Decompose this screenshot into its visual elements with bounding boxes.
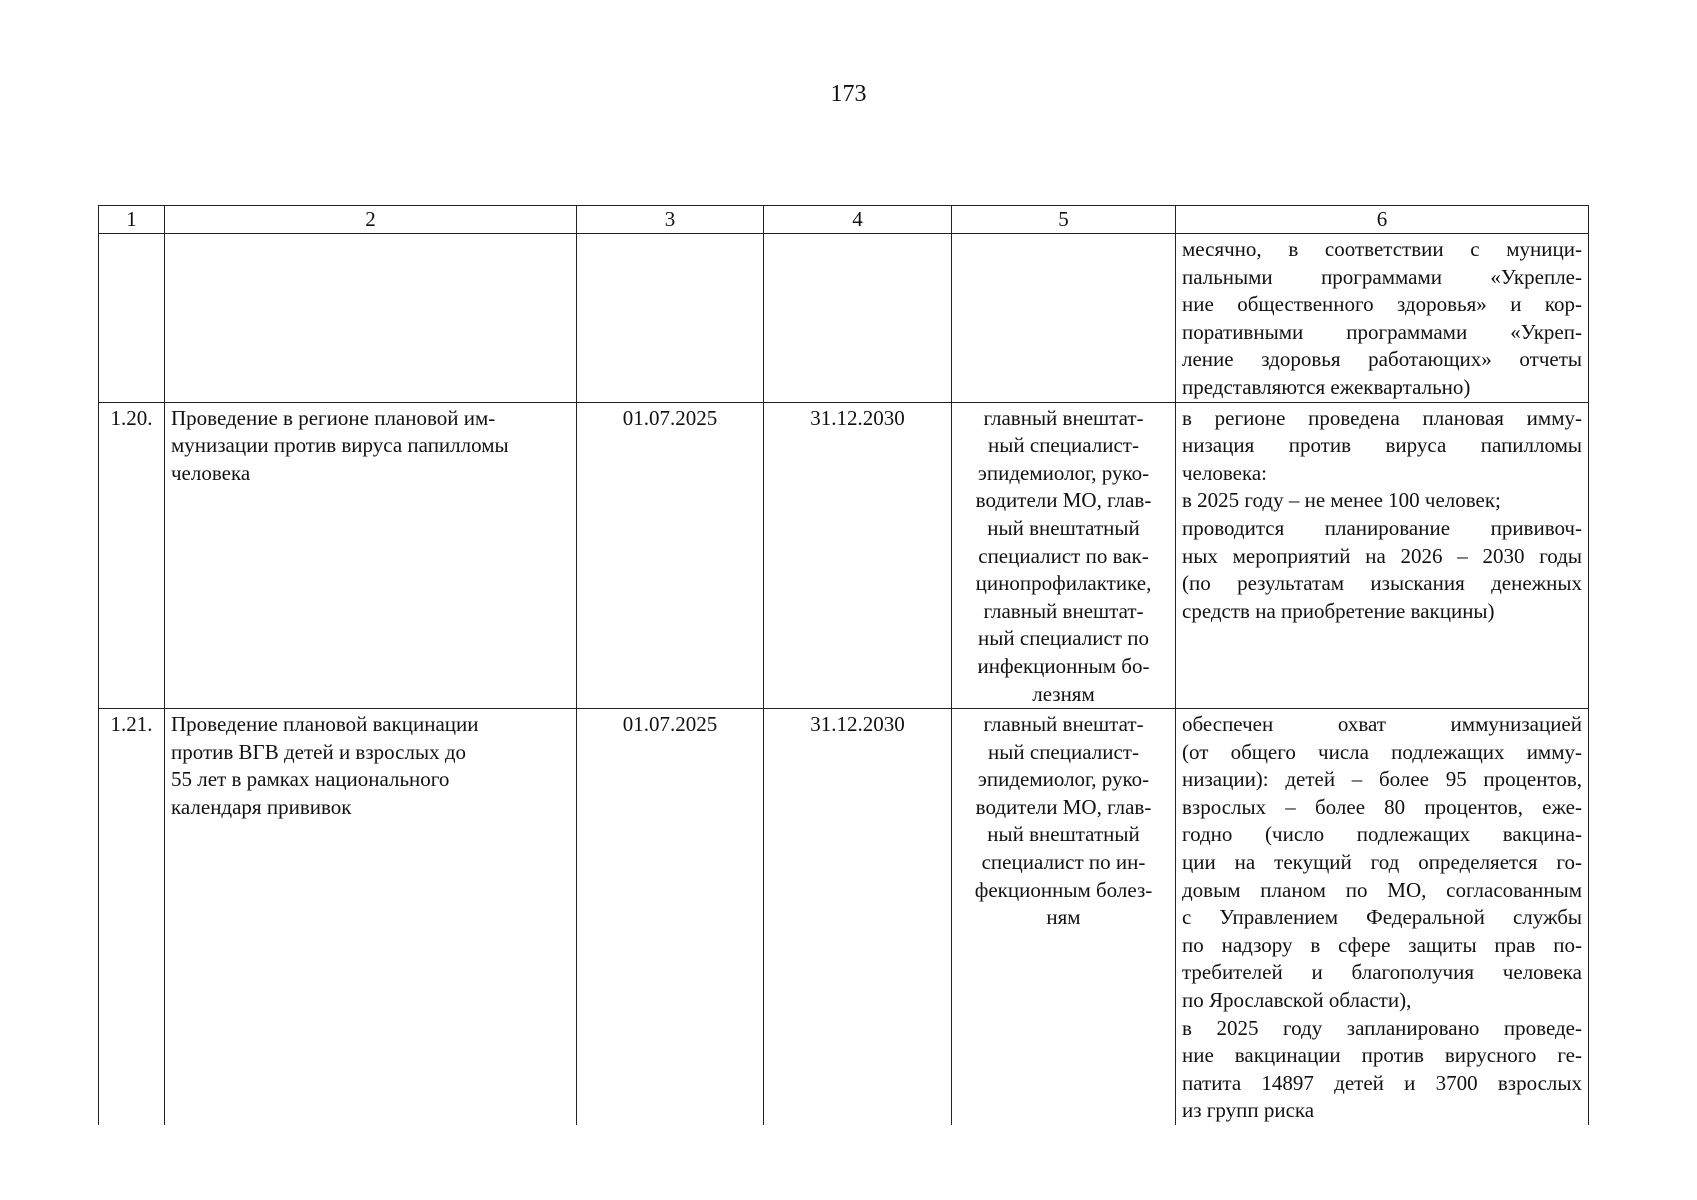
- text-line: по надзору в сфере защиты прав по-: [1182, 932, 1582, 957]
- text-line: мунизации против вируса папилломы: [171, 433, 509, 458]
- text-line: Проведение в регионе плановой им-: [171, 405, 496, 430]
- row-number: 1.20.: [99, 402, 165, 709]
- text-line: с Управлением Федеральной службы: [1182, 905, 1582, 930]
- cont-cell-3: [577, 234, 764, 403]
- responsible-text: [958, 405, 1169, 709]
- text-line: по Ярославской области),: [1182, 988, 1412, 1013]
- measures-table-container: [98, 205, 1588, 1125]
- text-line: специалист по вак-: [978, 543, 1149, 568]
- table-row-1-20: [99, 402, 1589, 709]
- text-line: специалист по ин-: [981, 850, 1146, 875]
- header-col-3: 3: [577, 206, 764, 234]
- header-col-6: 6: [1176, 206, 1589, 234]
- text-line: годно (число подлежащих вакцина-: [1182, 822, 1582, 847]
- text-line: проводится планирование прививоч-: [1182, 515, 1582, 540]
- text-line: в 2025 году запланировано проведе-: [1182, 1015, 1582, 1040]
- table-row-1-21: [99, 709, 1589, 1125]
- end-date-cell: 31.12.2030: [764, 402, 952, 709]
- responsible-cell: [952, 402, 1176, 709]
- cont-cell-5: [952, 234, 1176, 403]
- measures-table: [98, 205, 1589, 1125]
- text-line: календаря прививок: [171, 794, 352, 819]
- result-cell: [1176, 709, 1589, 1125]
- text-line: инфекционным бо-: [977, 653, 1150, 678]
- cont-result-text: [1182, 236, 1582, 402]
- responsible-text: [958, 711, 1169, 932]
- text-line: человека:: [1182, 460, 1268, 485]
- text-line: (по результатам изыскания денежных: [1182, 571, 1582, 596]
- text-line: лезням: [1032, 681, 1095, 706]
- cont-cell-1: [99, 234, 165, 403]
- text-line: ный специалист-: [988, 739, 1139, 764]
- text-line: цинопрофилактике,: [975, 571, 1152, 596]
- text-line: водители МО, глав-: [975, 488, 1152, 513]
- text-line: месячно, в соответствии с муници-: [1182, 237, 1582, 261]
- result-cell: [1176, 402, 1589, 709]
- text-line: средств на приобретение вакцины): [1182, 598, 1495, 623]
- end-date-cell: 31.12.2030: [764, 709, 952, 1125]
- page-number: 173: [830, 81, 867, 107]
- text-line: в регионе проведена плановая имму-: [1182, 405, 1582, 430]
- text-line: ням: [1046, 905, 1081, 930]
- start-date-cell: 01.07.2025: [577, 709, 764, 1125]
- event-cell: [165, 709, 577, 1125]
- text-line: поративными программами «Укреп-: [1182, 319, 1582, 344]
- text-line: против ВГВ детей и взрослых до: [171, 739, 467, 764]
- text-line: ный специалист-: [988, 433, 1139, 458]
- header-col-2: 2: [165, 206, 577, 234]
- text-line: ный специалист по: [978, 626, 1149, 651]
- text-line: Проведение плановой вакцинации: [171, 712, 479, 737]
- text-line: ных мероприятий на 2026 – 2030 годы: [1182, 543, 1582, 568]
- text-line: в 2025 году – не менее 100 человек;: [1182, 488, 1501, 513]
- text-line: главный внештат-: [983, 712, 1144, 737]
- text-line: человека: [171, 460, 251, 485]
- text-line: ление здоровья работающих» отчеты: [1182, 347, 1582, 372]
- result-text: [1182, 711, 1582, 1125]
- text-line: патита 14897 детей и 3700 взрослых: [1182, 1070, 1582, 1095]
- header-row: [99, 206, 1589, 234]
- text-line: ный внештатный: [987, 515, 1140, 540]
- cont-cell-4: [764, 234, 952, 403]
- text-line: эпидемиолог, руко-: [977, 460, 1150, 485]
- continuation-row: [99, 234, 1589, 403]
- row-number: 1.21.: [99, 709, 165, 1125]
- text-line: главный внештат-: [983, 598, 1144, 623]
- header-col-4: 4: [764, 206, 952, 234]
- event-text: [171, 405, 570, 488]
- text-line: фекционным болез-: [974, 877, 1153, 902]
- text-line: главный внештат-: [983, 405, 1144, 430]
- text-line: низации): детей – более 95 процентов,: [1182, 767, 1582, 792]
- cont-result-cell: [1176, 234, 1589, 403]
- text-line: водители МО, глав-: [975, 794, 1152, 819]
- text-line: требителей и благополучия человека: [1182, 960, 1582, 985]
- text-line: 55 лет в рамках национального: [171, 767, 450, 792]
- text-line: пальными программами «Укрепле-: [1182, 264, 1582, 289]
- text-line: ции на текущий год определяется го-: [1182, 850, 1582, 875]
- text-line: ние общественного здоровья» и кор-: [1182, 292, 1582, 317]
- event-cell: [165, 402, 577, 709]
- cont-cell-2: [165, 234, 577, 403]
- text-line: эпидемиолог, руко-: [977, 767, 1150, 792]
- text-line: ние вакцинации против вирусного ге-: [1182, 1043, 1582, 1068]
- text-line: (от общего числа подлежащих имму-: [1182, 739, 1582, 764]
- text-line: представляются ежеквартально): [1182, 374, 1471, 399]
- responsible-cell: [952, 709, 1176, 1125]
- result-text: [1182, 405, 1582, 626]
- start-date-cell: 01.07.2025: [577, 402, 764, 709]
- text-line: низация против вируса папилломы: [1182, 433, 1582, 458]
- text-line: ный внештатный: [987, 822, 1140, 847]
- text-line: из групп риска: [1182, 1098, 1315, 1123]
- header-col-1: 1: [99, 206, 165, 234]
- text-line: обеспечен охват иммунизацией: [1182, 712, 1582, 737]
- text-line: взрослых – более 80 процентов, еже-: [1182, 794, 1582, 819]
- header-col-5: 5: [952, 206, 1176, 234]
- text-line: довым планом по МО, согласованным: [1182, 877, 1582, 902]
- event-text: [171, 711, 570, 821]
